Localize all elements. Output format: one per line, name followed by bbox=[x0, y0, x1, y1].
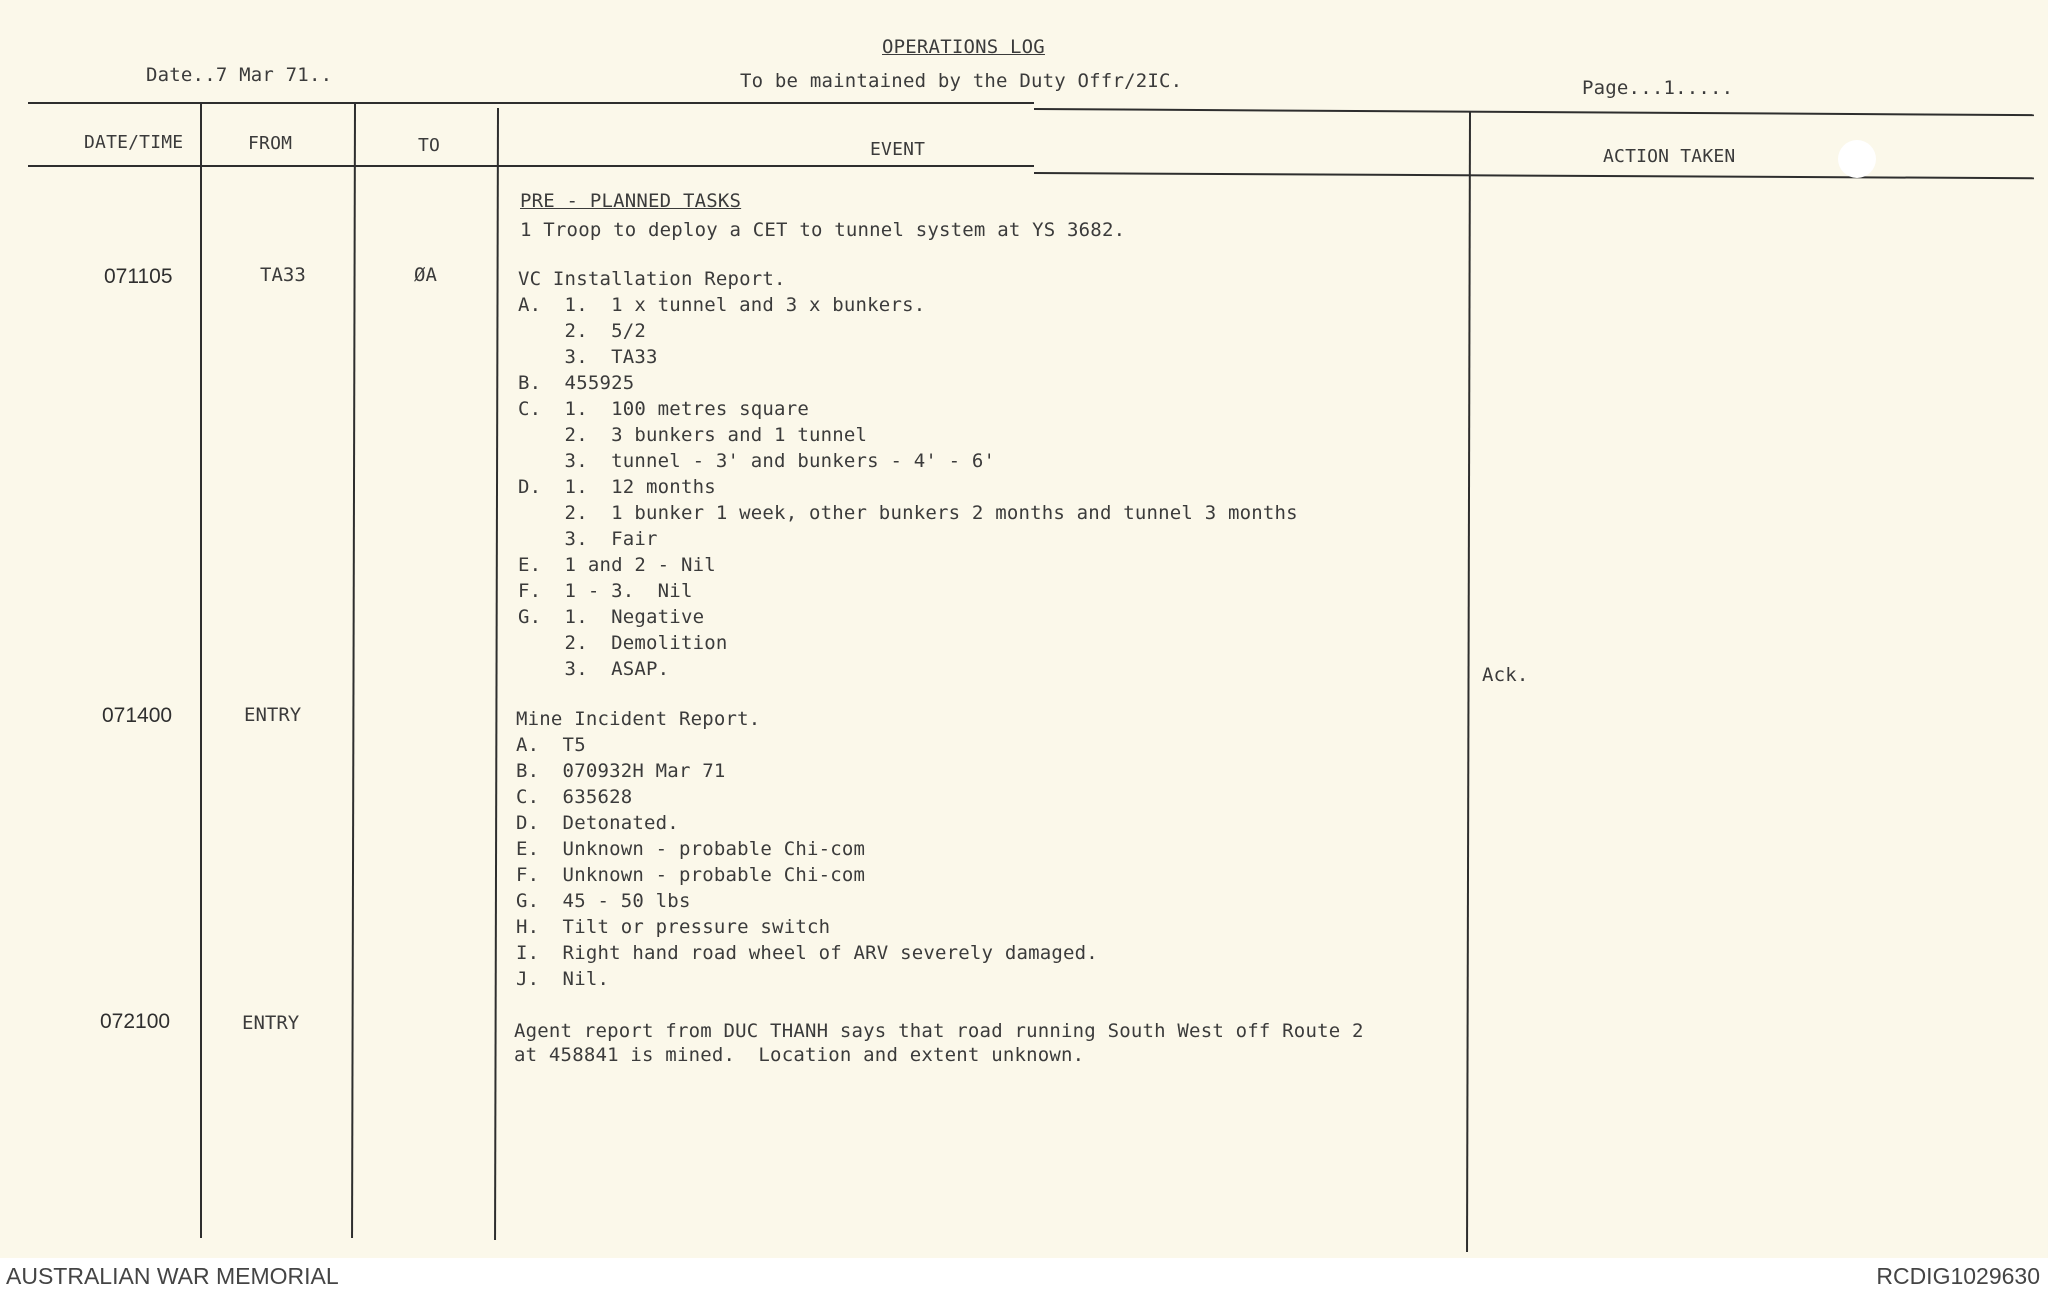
entry-event bbox=[514, 1018, 1364, 1122]
event-line: D. 1. 12 months bbox=[518, 476, 716, 498]
event-line: 2. 5/2 bbox=[518, 320, 647, 342]
event-line: G. 45 - 50 lbs bbox=[516, 890, 691, 912]
log-page-number: Page...1..... bbox=[1582, 77, 1734, 99]
entry-from: TA33 bbox=[260, 264, 306, 286]
column-header-rule bbox=[28, 165, 1034, 167]
event-line: Agent report from DUC THANH says that road running South West off Route 2 bbox=[514, 1020, 1364, 1042]
log-title: OPERATIONS LOG bbox=[882, 36, 1045, 58]
column-header-action-taken: ACTION TAKEN bbox=[1603, 146, 1736, 167]
event-line: 3. ASAP. bbox=[518, 658, 670, 680]
event-line: I. Right hand road wheel of ARV severely damaged. bbox=[516, 942, 1098, 964]
column-header-date-time: DATE/TIME bbox=[84, 132, 184, 153]
event-line: 3. Fair bbox=[518, 528, 658, 550]
event-line: 2. 1 bunker 1 week, other bunkers 2 months and tunnel 3 months bbox=[518, 502, 1298, 524]
event-line: VC Installation Report. bbox=[518, 268, 786, 290]
event-line: F. 1 - 3. Nil bbox=[518, 580, 693, 602]
entry-to: ØA bbox=[414, 264, 437, 286]
event-line: 3. tunnel - 3' and bunkers - 4' - 6' bbox=[518, 450, 996, 472]
preplanned-heading: PRE - PLANNED TASKS bbox=[520, 190, 742, 212]
event-line: C. 635628 bbox=[516, 786, 633, 808]
event-line: H. Tilt or pressure switch bbox=[516, 916, 831, 938]
log-subtitle: To be maintained by the Duty Offr/2IC. bbox=[740, 70, 1183, 92]
event-line: D. Detonated. bbox=[516, 812, 679, 834]
event-line: E. Unknown - probable Chi-com bbox=[516, 838, 866, 860]
event-line: A. T5 bbox=[516, 734, 586, 756]
footer-record-id: RCDIG1029630 bbox=[1876, 1263, 2040, 1289]
header-top-rule bbox=[28, 102, 1034, 104]
preplanned-line: 1 Troop to deploy a CET to tunnel system at YS 3682. bbox=[520, 219, 1126, 241]
entry-datetime: 071400 bbox=[102, 704, 173, 727]
event-line: B. 070932H Mar 71 bbox=[516, 760, 726, 782]
event-line: F. Unknown - probable Chi-com bbox=[516, 864, 866, 886]
entry-from: ENTRY bbox=[242, 1012, 300, 1034]
column-header-to: TO bbox=[418, 135, 441, 156]
event-line: at 458841 is mined. Location and extent unknown. bbox=[514, 1044, 1085, 1066]
column-divider-2 bbox=[351, 104, 356, 1238]
event-line: Mine Incident Report. bbox=[516, 708, 761, 730]
event-line: 2. Demolition bbox=[518, 632, 728, 654]
event-line: B. 455925 bbox=[518, 372, 635, 394]
punch-hole bbox=[1838, 140, 1876, 178]
header-top-rule-right bbox=[1034, 108, 2034, 116]
entry-datetime: 072100 bbox=[100, 1010, 171, 1033]
entry-datetime: 071105 bbox=[104, 265, 173, 288]
event-line: 3. TA33 bbox=[518, 346, 658, 368]
event-line: E. 1 and 2 - Nil bbox=[518, 554, 716, 576]
event-line: G. 1. Negative bbox=[518, 606, 705, 628]
column-divider-3 bbox=[494, 108, 499, 1240]
column-header-from: FROM bbox=[248, 133, 293, 154]
footer-archive-credit: AUSTRALIAN WAR MEMORIAL bbox=[6, 1263, 339, 1289]
event-line: C. 1. 100 metres square bbox=[518, 398, 809, 420]
log-date: Date..7 Mar 71.. bbox=[146, 64, 333, 86]
column-divider-1 bbox=[200, 104, 202, 1238]
column-header-rule-right bbox=[1034, 172, 2034, 179]
event-line: A. 1. 1 x tunnel and 3 x bunkers. bbox=[518, 294, 926, 316]
event-line: 2. 3 bunkers and 1 tunnel bbox=[518, 424, 868, 446]
column-header-event: EVENT bbox=[870, 139, 926, 160]
entry-action: Ack. bbox=[1482, 664, 1529, 686]
entry-from: ENTRY bbox=[244, 704, 302, 726]
event-line: J. Nil. bbox=[516, 968, 610, 990]
